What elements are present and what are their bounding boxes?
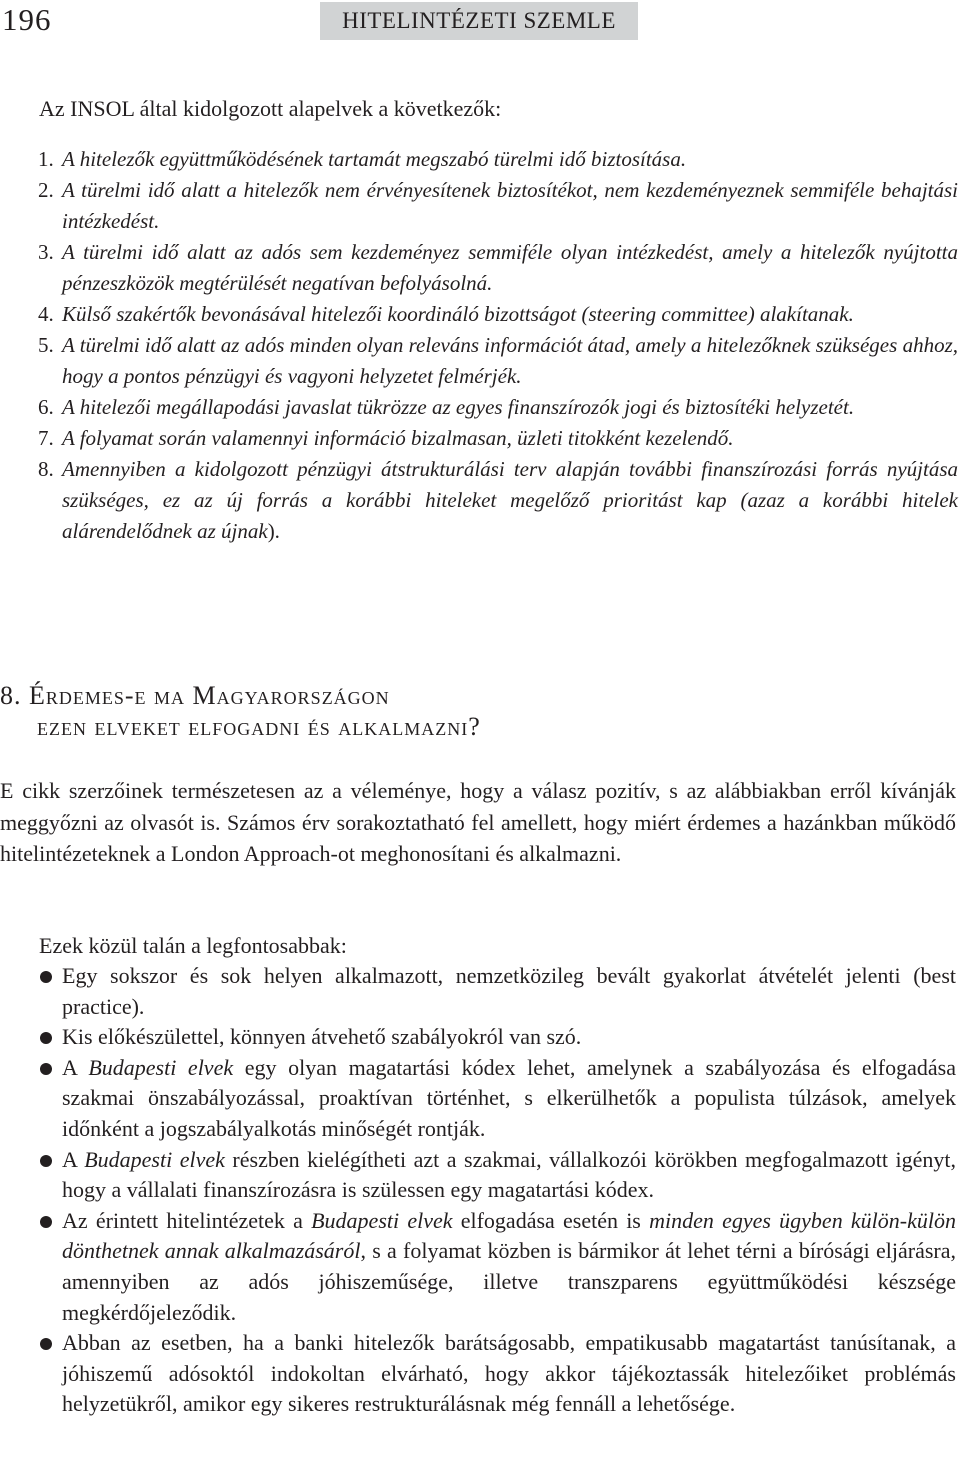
section-heading-line2: ezen elveket elfogadni és alkalmazni? — [37, 712, 481, 741]
principle-item — [38, 237, 958, 299]
principle-number: 7. — [38, 426, 54, 450]
principle-item — [38, 454, 958, 547]
bullet-item — [38, 1206, 956, 1328]
page-number: 196 — [2, 2, 52, 37]
principle-item — [38, 423, 958, 454]
principle-number: 5. — [38, 333, 54, 357]
principle-number: 3. — [38, 240, 54, 264]
bullet-item — [38, 961, 956, 1022]
bullet-text-post: részben kielégítheti azt a szakmai, vállalkozói körökben megfogalmazott igényt, hogy a vállalati finanszírozásra is szülessen egy magatartási kódex. — [62, 1146, 956, 1203]
running-header-title: HITELINTÉZETI SZEMLE — [320, 2, 638, 40]
principle-text: A hitelezői megállapodási javaslat tükrözze az egyes finanszírozók jogi és biztosítéki helyzetét. — [62, 395, 855, 419]
principle-item — [38, 392, 958, 423]
principle-item — [38, 299, 958, 330]
principle-text: Külső szakértők bevonásával hitelezői koordináló bizottságot (steering committee) alakítanak. — [62, 302, 854, 326]
section-heading-line1: 8. Érdemes-e ma Magyarországon — [0, 681, 390, 710]
bullet-emphasis: Budapesti elvek — [88, 1054, 234, 1080]
principles-intro: Az INSOL által kidolgozott alapelvek a következők: — [39, 96, 502, 121]
bullet-text-post: , s a folyamat közben is bármikor át lehet térni a bírósági eljárásra, amennyiben az adós jóhiszeműsége, illetve transzparens együttműködési készsége megkérdőjeleződik. — [62, 1238, 956, 1325]
bullet-text: Abban az esetben, ha a banki hitelezők barátságosabb, empatikusabb magatartást tanúsítanak, a jóhiszemű adósoktól indokoltan elvárható, hogy akkor tájékoztassák hitelezőiket problémás helyzetükről, amikor egy sikeres restrukturálásnak még fennáll a lehetősége. — [62, 1330, 956, 1417]
bullet-text-pre: A — [62, 1054, 89, 1080]
bullet-item — [38, 1053, 956, 1145]
arguments-intro: Ezek közül talán a legfontosabbak: — [39, 933, 347, 958]
principles-list — [38, 144, 958, 547]
principle-number: 4. — [38, 302, 54, 326]
principle-text: A türelmi idő alatt a hitelezők nem érvényesítenek biztosítékot, nem kezdeményeznek semmiféle behajtási intézkedést. — [62, 178, 958, 233]
bullet-text-pre: A — [62, 1146, 85, 1172]
principle-text: Amennyiben a kidolgozott pénzügyi átstrukturálási terv alapján további finanszírozási forrás nyújtása szükséges, ez az új forrás a korábbi hiteleket megelőző prioritást kap (azaz a korábbi hitelek alárendelődnek az újnak — [62, 457, 958, 543]
principle-number: 1. — [38, 147, 54, 171]
bullet-item — [38, 1022, 956, 1053]
bullet-text-pre: Az érintett hitelintézetek a — [62, 1207, 312, 1233]
section-heading — [0, 680, 481, 742]
principle-text: A türelmi idő alatt az adós sem kezdeményez semmiféle olyan intézkedést, amely a hitelezők nyújtotta pénzeszközök megtérülését negatívan befolyásolná. — [62, 240, 958, 295]
bullet-emphasis: minden egyes ügyben külön-külön dönthetnek annak alkalmazásáról — [62, 1207, 956, 1264]
bullet-text-post: egy olyan magatartási kódex lehet, amelynek a szabályozása és elfogadása szakmai önszabályozással, proaktívan történhet, s elkerülhetők a populista túlzások, amelyek időnként a jogszabályalkotás minőségét rontják. — [62, 1054, 956, 1141]
bullet-text-mid: elfogadása esetén is — [452, 1207, 650, 1233]
bullet-emphasis: Budapesti elvek — [311, 1207, 453, 1233]
principle-number: 6. — [38, 395, 54, 419]
principle-text: A türelmi idő alatt az adós minden olyan releváns információt átad, amely a hitelezőknek szükséges ahhoz, hogy a pontos pénzügyi és vagyoni helyzetet felmérjék. — [62, 333, 958, 388]
bullet-item — [38, 1145, 956, 1206]
bullet-emphasis: Budapesti elvek — [84, 1146, 225, 1172]
principle-number: 2. — [38, 178, 54, 202]
principle-text: A folyamat során valamennyi információ bizalmasan, üzleti titokként kezelendő. — [62, 426, 734, 450]
body-paragraph: E cikk szerzőinek természetesen az a véleménye, hogy a válasz pozitív, s az alábbiakban erről kívánják meggyőzni az olvasót is. Számos érv sorakoztatható fel amellett, hogy miért érdemes a hazánkban működő hitelintézeteknek a London Approach-ot meghonosítani és alkalmazni. — [0, 778, 956, 866]
bullet-item — [38, 1328, 956, 1420]
arguments-list — [38, 961, 956, 1420]
principle-item — [38, 330, 958, 392]
principle-number: 8. — [38, 457, 54, 481]
principle-item — [38, 144, 958, 175]
bullet-text: Egy sokszor és sok helyen alkalmazott, nemzetközileg bevált gyakorlat átvételét jelenti (best practice). — [62, 963, 956, 1019]
principle-item — [38, 175, 958, 237]
principle-tail: ). — [267, 519, 280, 543]
bullet-text: Kis előkészülettel, könnyen átvehető szabályokról van szó. — [62, 1024, 582, 1050]
principle-text: A hitelezők együttműködésének tartamát megszabó türelmi idő biztosítása. — [62, 147, 687, 171]
